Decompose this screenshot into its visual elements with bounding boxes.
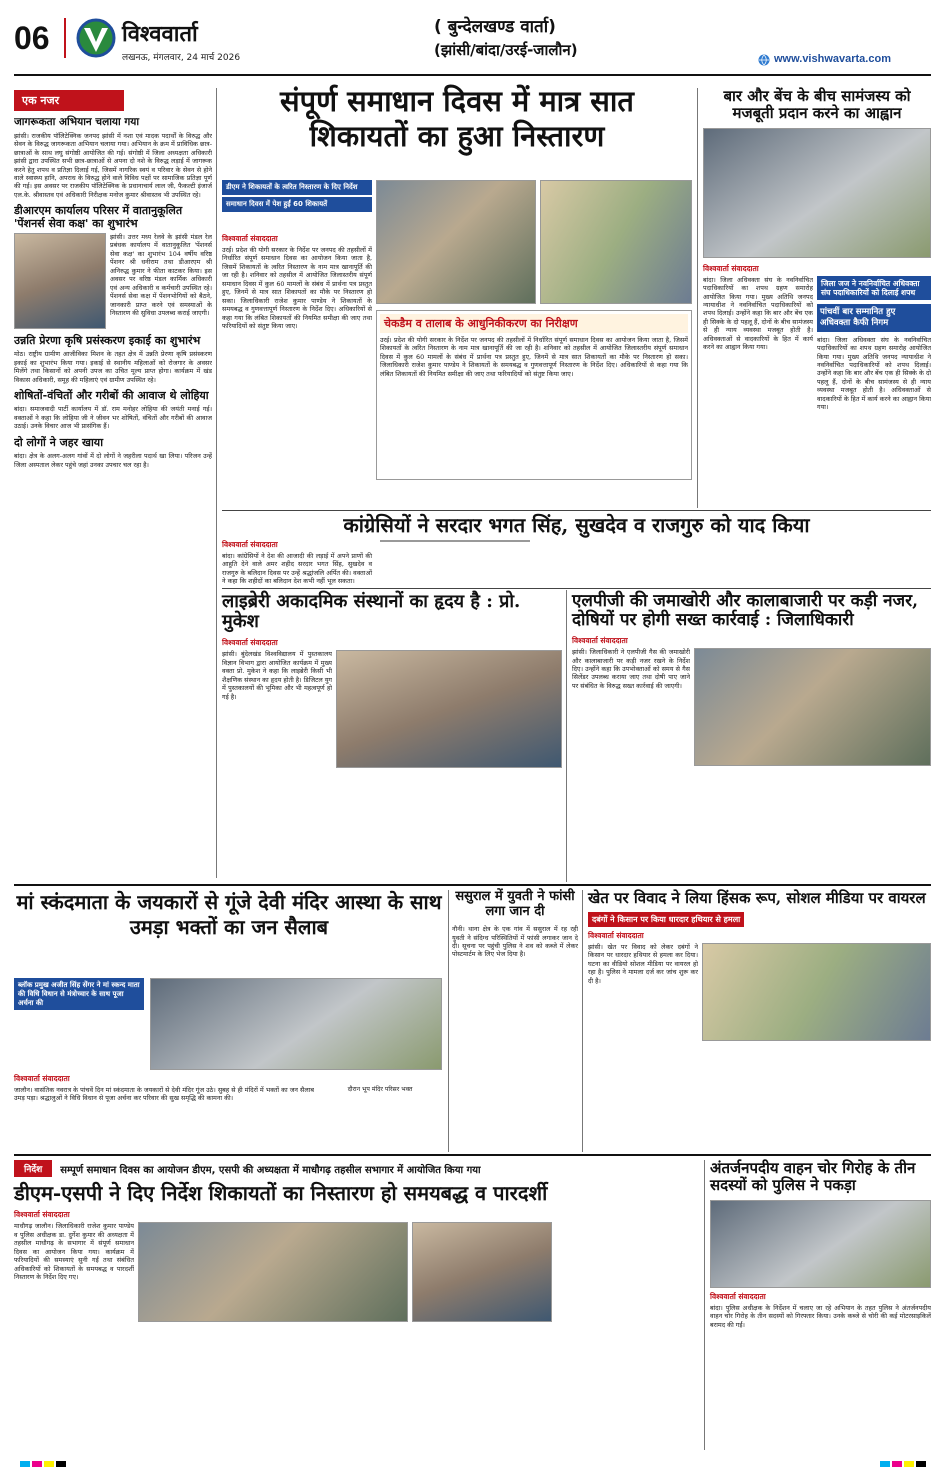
library-headline: लाइब्रेरी अकादमिक संस्थानों का हृदय है : प्रो. मुकेश — [222, 591, 521, 633]
brief-body: झांसी। राजकीय पॉलिटेक्निक जनपद झांसी में नशा एवं मादक पदार्थों के विरुद्ध और सेवन के विरुद्ध जागरूकता अभियान चलाया गया। अभियान के क्रम में प्राविधिक छात्र-छात्राओं के साथ लघु संगोष्ठी आयोजित की गई। संगोष्ठी में जिला अध्यक्षता अधिकारी झांसी द्वारा उपस्थित सभी छात्र-छात्राओं से अपना दो नशे के विरुद्ध लड़ाई में जागरूक करने हेतु शपथ व प्रतिज्ञा दिलाई गई, जिसमें नागरिक स्वयं व परिवार के सेवन से होने वाले स्वास्थ्य हानि, अपराध के विरुद्ध होने वाले विविध पक्षों पर सामाजिक प्रतिज्ञा पूर्ण की गई। इस अवसर पर राजकीय पॉलिटेक्निक के प्रधानाचार्य लाल जी, फैकल्टी इंजार्ज एल.के. श्रीवास्तव एवं अधिकारी निरीक्षक मनोज कुमार श्रीवास्तव भी उपस्थित रहे। — [14, 131, 212, 199]
vahan-body: बांदा। पुलिस अधीक्षक के निर्देशन में चलाए जा रहे अभियान के तहत पुलिस ने अंतर्जनपदीय वाहन चोर गिरोह के तीन सदस्यों को गिरफ्तार किया। उनके कब्जे से चोरी की कई मोटरसाइकिलें बरामद की गईं। — [710, 1303, 931, 1329]
bureau-line: विश्ववार्ता संवाददाता — [222, 234, 278, 243]
library-photo — [336, 650, 562, 768]
bureau-line: विश्ववार्ता संवाददाता — [703, 263, 759, 273]
vahan-headline: अंतर्जनपदीय वाहन चोर गिरोह के तीन सदस्यों को पुलिस ने पकड़ा — [710, 1159, 916, 1194]
lead-headline: संपूर्ण समाधान दिवस में मात्र सात शिकायतों का हुआ निस्तारण — [280, 84, 634, 153]
library-body: झांसी। बुंदेलखंड विश्वविद्यालय में पुस्तकालय विज्ञान विभाग द्वारा आयोजित कार्यक्रम में मुख्य वक्ता प्रो. मुकेश ने कहा कि लाइब्रेरी किसी भी शैक्षणिक संस्थान का हृदय होती है। डिजिटल युग में पुस्तकालयों की भूमिका और भी महत्वपूर्ण हो गई है। — [222, 650, 332, 701]
bar-bench-story — [703, 88, 931, 508]
bureau-line: विश्ववार्ता संवाददाता — [710, 1291, 766, 1301]
bar-bench-photo — [703, 128, 931, 258]
lead-highlight: समाधान दिवस में पेश हुईं 60 शिकायतें — [222, 197, 372, 212]
khet-headline: खेत पर विवाद ने लिया हिंसक रूप, सोशल मीडिया पर वायरल — [588, 889, 926, 907]
dowry-headline: ससुराल में युवती ने फांसी लगा जान दी — [455, 889, 575, 919]
bureau-line: विश्ववार्ता संवाददाता — [14, 1210, 70, 1220]
vahan-story — [710, 1160, 931, 1450]
registration-mark — [32, 1461, 42, 1467]
bar-bench-highlight-2: पांचवीं बार सम्मानित हुए अधिवक्ता कैफी निगम — [817, 304, 931, 331]
bar-bench-highlight: जिला जज ने नवनिर्वाचित अधिवक्ता संघ पदाधिकारियों को दिलाई शपथ — [817, 276, 931, 301]
bhagat-body: बांदा। कांग्रेसियों ने देश की आजादी की लड़ाई में अपने प्राणों की आहुति देने वाले अमर शहीद सरदार भगत सिंह, सुखदेव व राजगुरु के बलिदान दिवस पर उन्हें श्रद्धांजलि अर्पित की। वक्ताओं ने कहा कि शहीदों का बलिदान देश कभी नहीं भूल सकता। — [222, 552, 372, 586]
page-number: 06 — [14, 18, 66, 58]
dm-sp-story — [14, 1160, 700, 1450]
lead-highlight-box — [222, 180, 372, 212]
brief-headline: शोषितों-वंचितों और गरीबों की आवाज थे लोहिया — [14, 389, 209, 403]
skandmata-highlight: ब्लॉक प्रमुख अजीत सिंह सेंगर ने मां स्कन्द माता की विधि विधान से मंत्रोच्चार के साथ पूजा अर्चना की — [14, 978, 144, 1010]
dowry-story — [452, 890, 578, 1152]
dm-sp-photo — [138, 1222, 408, 1322]
bar-bench-headline: बार और बेंच के बीच सामंजस्य को मजबूती प्रदान करने का आह्वान — [723, 87, 911, 122]
registration-mark — [880, 1461, 890, 1467]
bureau-line: विश्ववार्ता संवाददाता — [222, 540, 278, 549]
dowry-body: नौनी। थाना क्षेत्र के एक गांव में ससुराल में रह रही युवती ने संदिग्ध परिस्थितियों में फांसी लगाकर जान दे दी। सूचना पर पहुंची पुलिस ने शव को कब्जे में लेकर पोस्टमार्टम के लिए भेज दिया है। — [452, 925, 578, 959]
skandmata-body: जालौन। वासंतिक नवरात्र के पांचवें दिन मां स्कंदमाता के जयकारों से देवी मंदिर गूंज उठे। सुबह से ही मंदिरों में भक्तों का जन सैलाब उमड़ पड़ा। श्रद्धालुओं ने विधि विधान से पूजा अर्चना कर परिवार की सुख समृद्धि की कामना की। — [14, 1086, 314, 1103]
bar-bench-body: बांदा। जिला अधिवक्ता संघ के नवनिर्वाचित पदाधिकारियों का शपथ ग्रहण समारोह आयोजित किया गया। मुख्य अतिथि जनपद न्यायाधीश ने नवनिर्वाचित पदाधिकारियों को शपथ दिलाई। उन्होंने कहा कि बार और बेंच एक ही सिक्के के दो पहलू हैं, दोनों के बीच सामंजस्य से ही न्याय व्यवस्था मजबूत होती है। अधिवक्ताओं से वादकारियों के हित में कार्य करने का आह्वान किया गया। — [703, 275, 813, 352]
brief-headline: दो लोगों ने जहर खाया — [14, 435, 104, 449]
bureau-line: विश्ववार्ता संवाददाता — [14, 1074, 70, 1083]
lpg-photo — [694, 648, 931, 766]
lead-text-left — [222, 234, 372, 486]
lead-story — [222, 84, 692, 484]
khet-highlight: दबंगों ने किसान पर किया धारदार हथियार से हमला — [588, 912, 744, 927]
registration-mark — [44, 1461, 54, 1467]
website-link[interactable]: www.vishwavarta.com — [774, 53, 891, 65]
library-story — [222, 592, 562, 882]
lpg-story — [572, 592, 931, 882]
lead-inset-caption: चेकडैम व तालाब के आधुनिकीकरण का निरीक्षण — [380, 314, 688, 333]
edition-label: ( बुन्देलखण्ड वार्ता) — [434, 17, 556, 37]
lpg-body: झांसी। जिलाधिकारी ने एलपीजी गैस की जमाखोरी और कालाबाजारी पर कड़ी नजर रखने के निर्देश दिए। उन्होंने कहा कि उपभोक्ताओं को समय से गैस सिलेंडर उपलब्ध कराया जाए तथा दोषी पाए जाने पर संबंधित के विरुद्ध सख्त कार्रवाई की जाएगी। — [572, 648, 690, 690]
lead-body: उरई। प्रदेश की योगी सरकार के निर्देश पर जनपद की तहसीलों में निर्धारित संपूर्ण समाधान दिवस का आयोजन किया जाता है, जिसमें शिकायतों के त्वरित निस्तारण के नाम मात्र खानापूर्ति की जा रही है। शनिवार को तहसील में आयोजित जिलास्तरीय संपूर्ण समाधान दिवस में कुल 60 मामलों के संबंध में प्रार्थना पत्र प्रस्तुत हुए, जिनमें से मात्र सात शिकायतों का मौके पर निस्तारण हो सका। जिलाधिकारी राजेश कुमार पाण्डेय ने शिकायतों के समयबद्ध व गुणवत्तापूर्ण निस्तारण के निर्देश दिए। अधिकारियों से कहा गया कि लंबित शिकायतों की नियमित समीक्षा की जाए तथा फरियादियों को संतुष्ट किया जाए। — [222, 246, 372, 331]
bar-bench-body: बांदा। जिला अधिवक्ता संघ के नवनिर्वाचित पदाधिकारियों का शपथ ग्रहण समारोह आयोजित किया गया। मुख्य अतिथि जनपद न्यायाधीश ने नवनिर्वाचित पदाधिकारियों को शपथ दिलाई। उन्होंने कहा कि बार और बेंच एक ही सिक्के के दो पहलू हैं, दोनों के बीच सामंजस्य से ही न्याय व्यवस्था मजबूत होती है। अधिवक्ताओं से वादकारियों के हित में कार्य करने का आह्वान किया गया। — [817, 335, 931, 412]
brief-headline: जागरूकता अभियान चलाया गया — [14, 116, 140, 128]
brief-body: झांसी। उत्तर मध्य रेलवे के झांसी मंडल रेल प्रबंधक कार्यालय में वातानुकूलित 'पेंशनर्स सेवा कक्ष' का शुभारंभ 104 वर्षीय वरिष्ठ पेंशनर श्री धनीराम तथा डीआरएम श्री अनिरुद्ध कुमार ने फीता काटकर किया। इस अवसर पर वरिष्ठ मंडल कार्मिक अधिकारी एवं अन्य अधिकारी व कर्मचारी उपस्थित रहे। पेंशनर्स सेवा कक्ष में पेंशनभोगियों को बैठने, जानकारी प्राप्त करने एवं समस्याओं के निस्तारण की सुविधा उपलब्ध कराई जाएगी। — [110, 233, 212, 318]
brief-body: बांदा। क्षेत्र के अलग-अलग गांवों में दो लोगों ने जहरीला पदार्थ खा लिया। परिजन उन्हें जिला अस्पताल लेकर पहुंचे जहां उनका उपचार चल रहा है। — [14, 452, 212, 469]
brief-body: बांदा। समाजवादी पार्टी कार्यालय में डॉ. राम मनोहर लोहिया की जयंती मनाई गई। वक्ताओं ने कहा कि लोहिया जी ने जीवन भर शोषितों, वंचितों और गरीबों की आवाज उठाई। उनके विचार आज भी प्रासंगिक हैं। — [14, 405, 212, 431]
bhagat-content — [222, 540, 931, 588]
khet-photo — [702, 943, 931, 1041]
dm-sp-body: माधौगढ़ जालौन। जिलाधिकारी राजेश कुमार पाण्डेय व पुलिस अधीक्षक डा. दुर्गेश कुमार की अध्यक्षता में तहसील माधौगढ़ के सभागार में संपूर्ण समाधान दिवस का आयोजन किया गया। कार्यक्रम में फरियादियों की समस्याएं सुनी गईं तथा संबंधित अधिकारियों को शिकायतों के समयबद्ध व पारदर्शी निस्तारण के निर्देश दिए गए। — [14, 1222, 134, 1282]
dm-sp-subhead: सम्पूर्ण समाधान दिवस का आयोजन डीएम, एसपी की अध्यक्षता में माधौगढ़ तहसील सभागार में आयोजित किया गया — [60, 1164, 481, 1176]
skandmata-story — [14, 890, 444, 1152]
brief-tag: एक नजर — [14, 90, 124, 111]
bureau-line: विश्ववार्ता संवाददाता — [588, 930, 644, 940]
lead-highlight: डीएम ने शिकायतों के त्वरित निस्तारण के दिए निर्देश — [222, 180, 372, 195]
lead-photo-2 — [540, 180, 692, 304]
left-briefs-column — [14, 90, 212, 880]
date-line: लखनऊ, मंगलवार, 24 मार्च 2026 — [122, 53, 241, 63]
lpg-headline: एलपीजी की जमाखोरी और कालाबाजारी पर कड़ी नजर, दोषियों पर होगी सख्त कार्रवाई : जिलाधिकारी — [572, 591, 919, 631]
khet-story — [588, 890, 931, 1152]
bhagat-photo — [380, 540, 530, 542]
paper-name: विश्ववार्ता — [122, 22, 198, 47]
brief-headline: उन्नति प्रेरणा कृषि प्रसंस्करण इकाई का शुभारंभ — [14, 334, 201, 347]
logo-icon — [76, 16, 116, 60]
pension-photo — [14, 233, 106, 329]
dm-sp-headline: डीएम-एसपी ने दिए निर्देश शिकायतों का निस्तारण हो समयबद्ध व पारदर्शी — [14, 1181, 548, 1205]
bhagat-headline: कांग्रेसियों ने सरदार भगत सिंह, सुखदेव व राजगुरु को याद किया — [343, 513, 810, 537]
bureau-line: विश्ववार्ता संवाददाता — [222, 638, 278, 648]
registration-mark — [904, 1461, 914, 1467]
lead-photo — [376, 180, 536, 304]
brief-headline: डीआरएम कार्यालय परिसर में वातानुकूलित 'पेंशनर्स सेवा कक्ष' का शुभारंभ — [14, 204, 183, 230]
skandmata-headline: मां स्कंदमाता के जयकारों से गूंजे देवी मंदिर आस्था के साथ उमड़ा भक्तों का जन सैलाब — [16, 890, 442, 939]
registration-mark — [20, 1461, 30, 1467]
skandmata-caption: दौरान भूप मंदिर परिसर भक्त — [347, 1086, 413, 1093]
registration-mark — [916, 1461, 926, 1467]
khet-body: झांसी। खेत पर विवाद को लेकर दबंगों ने किसान पर धारदार हथियार से हमला कर दिया। घटना का वीडियो सोशल मीडिया पर वायरल हो रहा है। पुलिस ने मामला दर्ज कर जांच शुरू कर दी है। — [588, 942, 698, 985]
registration-mark — [892, 1461, 902, 1467]
lead-inset-body: उरई। प्रदेश की योगी सरकार के निर्देश पर जनपद की तहसीलों में निर्धारित संपूर्ण समाधान दिवस का आयोजन किया जाता है, जिसमें शिकायतों के त्वरित निस्तारण के नाम मात्र खानापूर्ति की जा रही है। शनिवार को तहसील में आयोजित जिलास्तरीय संपूर्ण समाधान दिवस में कुल 60 मामलों के संबंध में प्रार्थना पत्र प्रस्तुत हुए, जिनमें से मात्र सात शिकायतों का मौके पर निस्तारण हो सका। जिलाधिकारी राजेश कुमार पाण्डेय ने शिकायतों के समयबद्ध व गुणवत्तापूर्ण निस्तारण के निर्देश दिए। अधिकारियों से कहा गया कि लंबित शिकायतों की नियमित समीक्षा की जाए तथा फरियादियों को संतुष्ट किया जाए। — [380, 336, 688, 378]
vahan-photo — [710, 1200, 931, 1288]
registration-mark — [56, 1461, 66, 1467]
brief-body: मोठ। राष्ट्रीय ग्रामीण आजीविका मिशन के तहत क्षेत्र में उन्नति प्रेरणा कृषि प्रसंस्करण इकाई का शुभारंभ किया गया। इकाई से स्थानीय महिलाओं को रोजगार के अवसर मिलेंगे तथा किसानों को अपनी उपज का उचित मूल्य प्राप्त होगा। कार्यक्रम में खंड विकास अधिकारी, समूह की महिलाएं एवं ग्रामीण उपस्थित रहे। — [14, 350, 212, 384]
dm-sp-tag: निर्देश — [14, 1160, 52, 1177]
bureau-line: विश्ववार्ता संवाददाता — [572, 636, 628, 646]
edition-cities: (झांसी/बांदा/उरई-जालौन) — [434, 41, 578, 59]
dm-sp-photo-2 — [412, 1222, 552, 1322]
globe-icon — [758, 54, 770, 66]
lead-inset — [376, 310, 692, 480]
skandmata-photo — [150, 978, 442, 1070]
masthead — [14, 12, 931, 74]
